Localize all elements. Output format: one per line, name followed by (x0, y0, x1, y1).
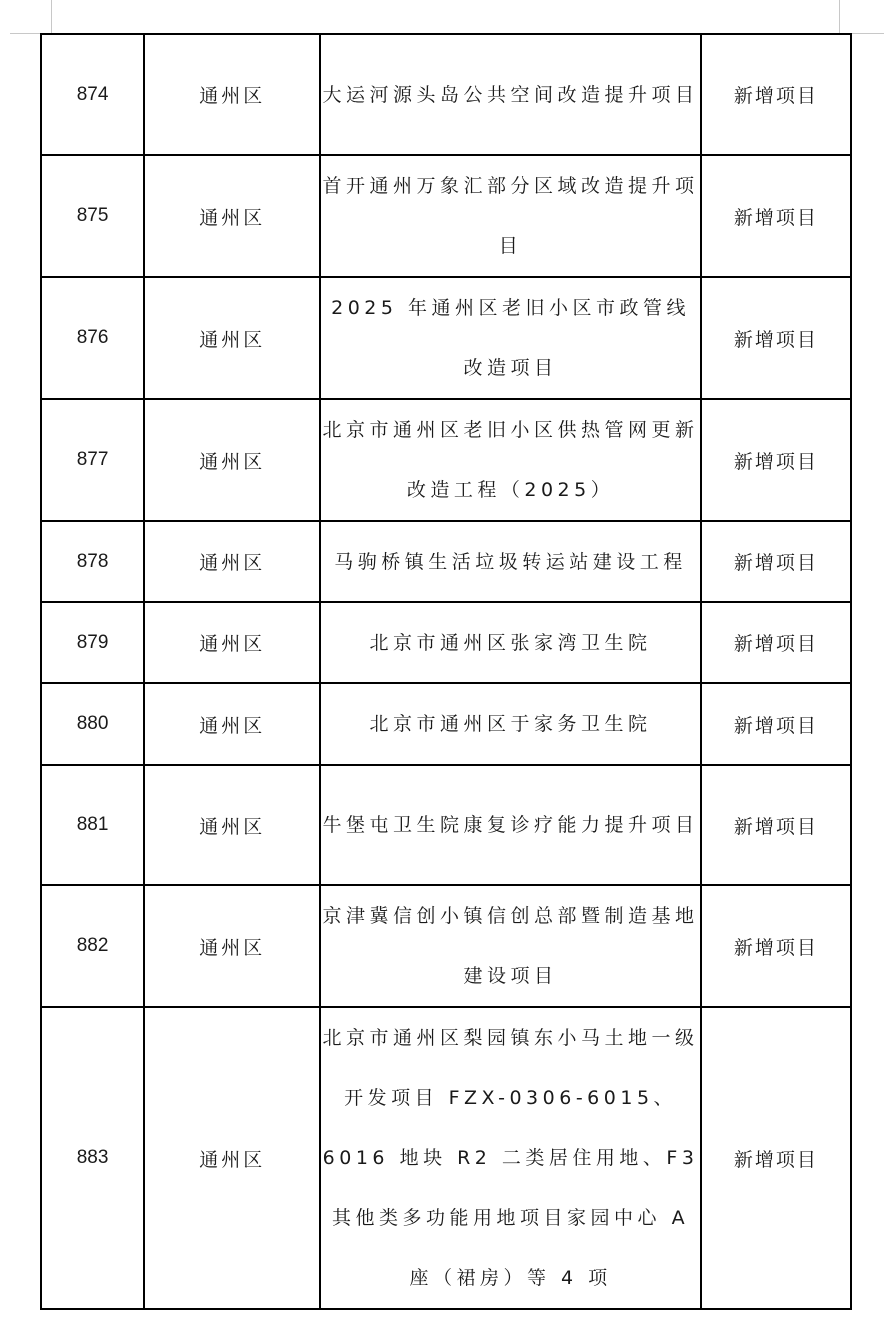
table-row (41, 399, 851, 521)
row-number: 883 (41, 1007, 144, 1309)
table-row (41, 277, 851, 399)
district-cell: 通州区 (144, 155, 320, 277)
row-number: 877 (41, 399, 144, 521)
district-cell: 通州区 (144, 885, 320, 1007)
project-type-cell: 新增项目 (701, 765, 851, 885)
project-type-cell: 新增项目 (701, 277, 851, 399)
district-cell: 通州区 (144, 521, 320, 602)
project-name: 京津冀信创小镇信创总部暨制造基地建设项目 (322, 905, 699, 987)
project-name-cell (320, 683, 700, 765)
page-margin-mark-right (851, 33, 884, 34)
project-name: 北京市通州区于家务卫生院 (369, 713, 652, 735)
district-cell: 通州区 (144, 399, 320, 521)
row-number: 875 (41, 155, 144, 277)
table-row (41, 765, 851, 885)
row-number: 878 (41, 521, 144, 602)
project-name: 北京市通州区张家湾卫生院 (369, 631, 652, 654)
project-table (40, 33, 852, 1310)
district-cell: 通州区 (144, 34, 320, 155)
row-number: 876 (41, 277, 144, 399)
project-name-cell (320, 521, 700, 602)
district-cell: 通州区 (144, 1007, 320, 1309)
project-name-cell (320, 155, 700, 277)
project-name: 北京市通州区梨园镇东小马土地一级开发项目 FZX-0306-6015、6016 地块 R2 二类居住用地、F3 其他类多功能用地项目家园中心 A 座（裙房）等 4 项 (322, 1027, 699, 1289)
table-row (41, 602, 851, 683)
project-name-cell (320, 277, 700, 399)
project-name: 北京市通州区老旧小区供热管网更新改造工程（2025） (322, 419, 699, 501)
page-margin-mark-top-left (51, 0, 52, 33)
row-number: 882 (41, 885, 144, 1007)
project-type-cell: 新增项目 (701, 1007, 851, 1309)
project-name-cell (320, 399, 700, 521)
project-name: 牛堡屯卫生院康复诊疗能力提升项目 (322, 814, 699, 836)
page-margin-mark-top-right (839, 0, 840, 33)
table-row (41, 155, 851, 277)
project-name-cell (320, 885, 700, 1007)
project-type-cell: 新增项目 (701, 399, 851, 521)
project-name-cell (320, 1007, 700, 1309)
district-cell: 通州区 (144, 765, 320, 885)
project-name: 2025 年通州区老旧小区市政管线改造项目 (331, 297, 691, 379)
project-name: 首开通州万象汇部分区域改造提升项目 (322, 175, 699, 257)
table-row (41, 34, 851, 155)
row-number: 881 (41, 765, 144, 885)
table-row (41, 521, 851, 602)
district-cell: 通州区 (144, 277, 320, 399)
project-type-cell: 新增项目 (701, 521, 851, 602)
district-cell: 通州区 (144, 683, 320, 765)
district-cell: 通州区 (144, 602, 320, 683)
project-type-cell: 新增项目 (701, 155, 851, 277)
table-row (41, 1007, 851, 1309)
row-number: 879 (41, 602, 144, 683)
project-name-cell (320, 34, 700, 155)
project-type-cell: 新增项目 (701, 885, 851, 1007)
project-type-cell: 新增项目 (701, 34, 851, 155)
project-type-cell: 新增项目 (701, 683, 851, 765)
project-type-cell: 新增项目 (701, 602, 851, 683)
project-name: 马驹桥镇生活垃圾转运站建设工程 (334, 550, 687, 573)
row-number: 880 (41, 683, 144, 765)
page-margin-mark-left (10, 33, 41, 34)
project-name-cell (320, 765, 700, 885)
table-row (41, 885, 851, 1007)
table-row (41, 683, 851, 765)
project-name: 大运河源头岛公共空间改造提升项目 (322, 83, 699, 106)
row-number: 874 (41, 34, 144, 155)
project-name-cell (320, 602, 700, 683)
